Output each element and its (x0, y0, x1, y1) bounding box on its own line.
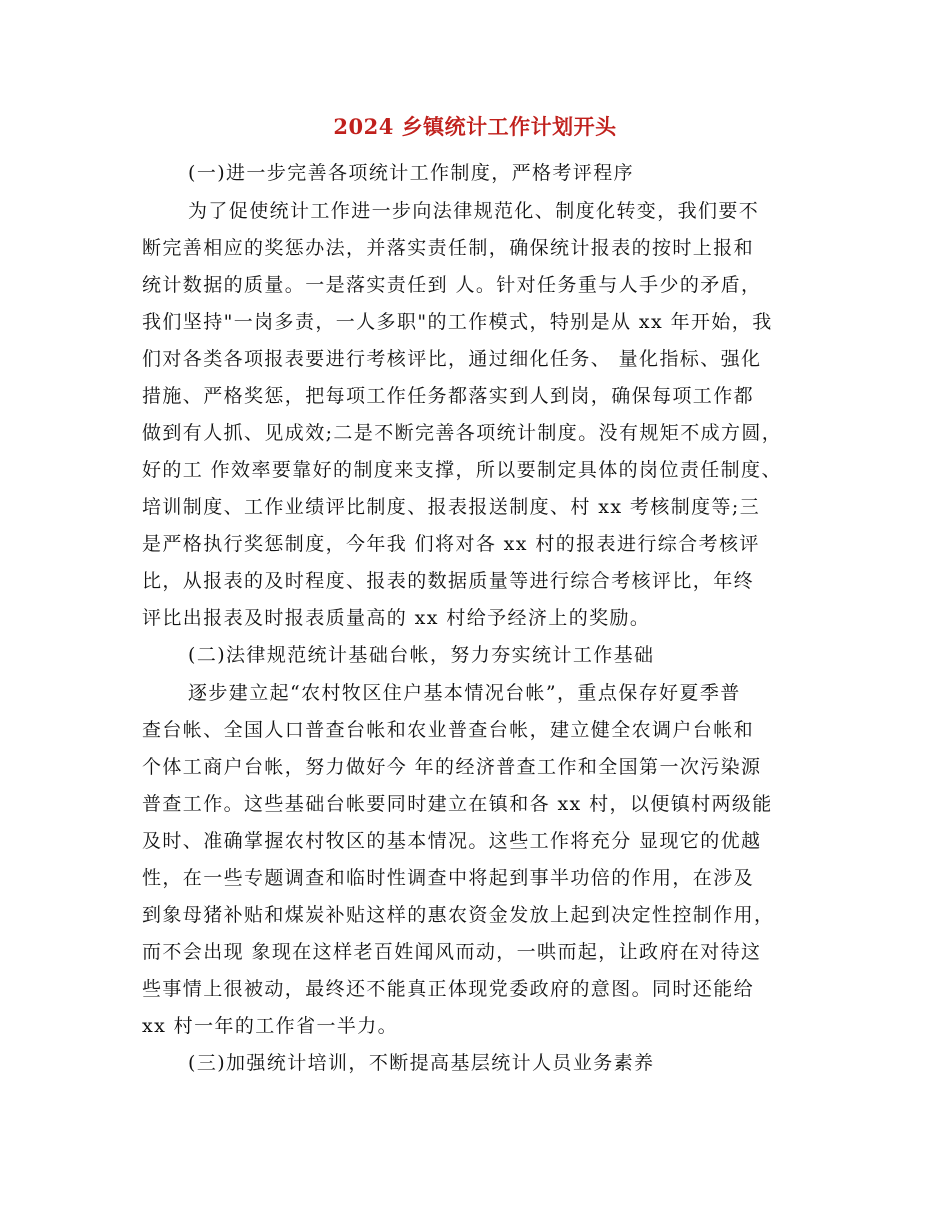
paragraph-line: 我们坚持"一岗多责，一人多职"的工作模式，特别是从 xx 年开始，我 (142, 311, 773, 333)
paragraph-line: 性，在一些专题调查和临时性调查中将起到事半功倍的作用，在涉及 (142, 867, 755, 889)
paragraph-line: 统计数据的质量。一是落实责任到 人。针对任务重与人手少的矛盾， (142, 274, 762, 296)
section-heading-3: (三)加强统计培训，不断提高基层统计人员业务素养 (188, 1052, 655, 1074)
paragraph-line: 逐步建立起“农村牧区住户基本情况台帐”，重点保存好夏季普 (188, 682, 741, 704)
paragraph-line: 做到有人抓、见成效;二是不断完善各项统计制度。没有规矩不成方圆， (142, 422, 783, 444)
section-heading-1: (一)进一步完善各项统计工作制度，严格考评程序 (188, 162, 635, 184)
paragraph-line: 普查工作。这些基础台帐要同时建立在镇和各 xx 村，以便镇村两级能 (142, 793, 773, 815)
paragraph-line: 好的工 作效率要靠好的制度来支撑，所以要制定具体的岗位责任制度、 (142, 459, 782, 481)
paragraph-line: 们对各类各项报表要进行考核评比，通过细化任务、 量化指标、强化 (142, 348, 762, 370)
paragraph-line: 及时、准确掌握农村牧区的基本情况。这些工作将充分 显现它的优越 (142, 830, 762, 852)
document-title: 2024 乡镇统计工作计划开头 (333, 114, 617, 139)
paragraph-line: 查台帐、全国人口普查台帐和农业普查台帐，建立健全农调户台帐和 (142, 719, 755, 741)
paragraph-line: 些事情上很被动，最终还不能真正体现党委政府的意图。同时还能给 (142, 978, 755, 1000)
paragraph-line: 为了促使统计工作进一步向法律规范化、制度化转变，我们要不 (188, 200, 760, 222)
paragraph-line: 而不会出现 象现在这样老百姓闻风而动，一哄而起，让政府在对待这 (142, 941, 762, 963)
paragraph-line: 比，从报表的及时程度、报表的数据质量等进行综合考核评比，年终 (142, 570, 755, 592)
paragraph-line: 评比出报表及时报表质量高的 xx 村给予经济上的奖励。 (142, 607, 651, 629)
paragraph-line: xx 村一年的工作省一半力。 (142, 1015, 399, 1037)
paragraph-line: 措施、严格奖惩，把每项工作任务都落实到人到岗，确保每项工作都 (142, 385, 755, 407)
paragraph-line: 培训制度、工作业绩评比制度、报表报送制度、村 xx 考核制度等;三 (142, 496, 761, 518)
paragraph-line: 到象母猪补贴和煤炭补贴这样的惠农资金发放上起到决定性控制作用， (142, 904, 775, 926)
paragraph-line: 个体工商户台帐，努力做好今 年的经济普查工作和全国第一次污染源 (142, 756, 762, 778)
paragraph-line: 断完善相应的奖惩办法，并落实责任制，确保统计报表的按时上报和 (142, 237, 755, 259)
paragraph-line: 是严格执行奖惩制度，今年我 们将对各 xx 村的报表进行综合考核评 (142, 533, 760, 555)
section-heading-2: (二)法律规范统计基础台帐，努力夯实统计工作基础 (188, 644, 655, 666)
